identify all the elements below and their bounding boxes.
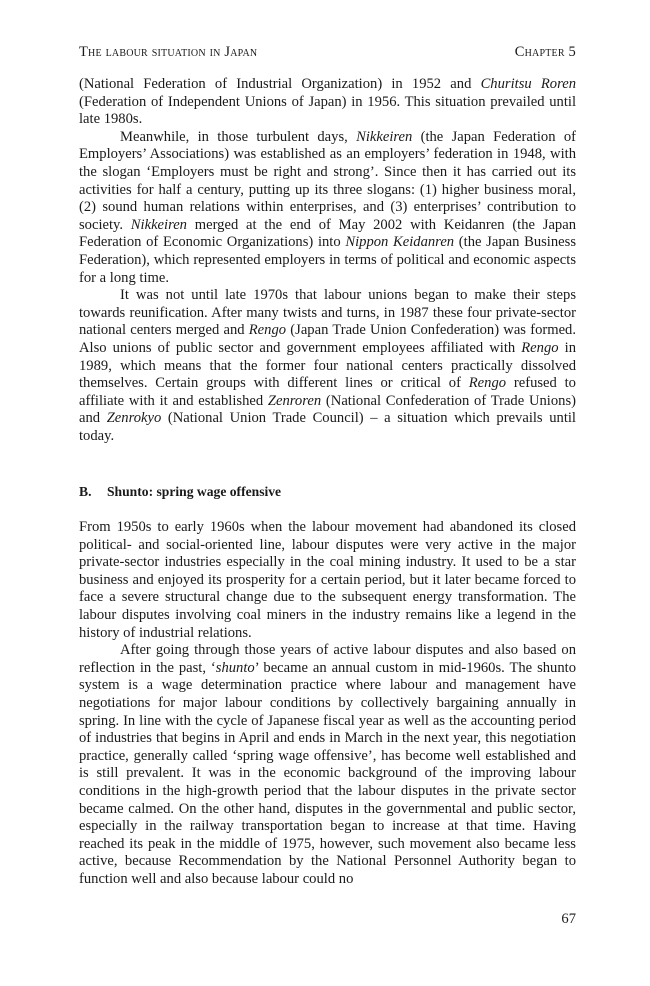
running-header-chapter: Chapter 5 (514, 44, 576, 60)
section-title: Shunto: spring wage offensive (107, 484, 282, 500)
text-run: ’ became an annual custom in mid-1960s. The shunto system is a wage determination practice where labour and management have negotiations for major labour conditions by collectively bargaining annually in spring. In line with the cycle of Japanese fiscal year as well as the accounting period of industries that begins in April and ends in March in the next year, this negotiation practice, generally called ‘spring wage offensive’, has become well established and is still prevalent. It was in the economic background of the improving labour conditions in the high-growth period that the labour disputes in the private sector became calmed. On the other hand, disputes in the governmental and public sector, especially in the railway transportation began to increase at that time. Having reached its peak in the middle of 1975, however, such movement also became less active, because Recommendation by the National Personnel Authority began to function well and also because labour could no (79, 659, 576, 887)
italic-term: Nikkeiren (356, 128, 413, 145)
body-text (79, 76, 576, 889)
paragraph (79, 287, 576, 445)
page-number: 67 (561, 911, 576, 927)
italic-term: Rengo (521, 339, 559, 356)
text-run: (Japan Trade Union Confederation) was formed. Also unions of public sector and government employees affiliated with (79, 322, 576, 356)
italic-term: Rengo (468, 375, 507, 392)
italic-term: Zenroren (267, 392, 322, 409)
text-run: (National Confederation of Trade Unions) and (79, 392, 576, 427)
text-run: Meanwhile, in those turbulent days, (120, 128, 357, 145)
section-heading (79, 483, 576, 501)
section-number: B. (79, 484, 92, 500)
text-run: (Federation of Independent Unions of Japan) in 1956. This situation prevailed until late 1980s. (79, 93, 576, 128)
text-run: (the Japan Business Federation), which represented employers in terms of political and economic aspects for a long time. (79, 234, 576, 286)
text-run: refused to affiliate with it and established (79, 375, 576, 409)
text-run: (National Union Trade Council) – a situation which prevails until today. (79, 410, 576, 444)
italic-term: Nikkeiren (130, 216, 187, 233)
italic-term: Rengo (248, 322, 287, 339)
text-run: merged at the end of May 2002 with Keidanren (the Japan Federation of Economic Organizations) into (79, 216, 576, 251)
paragraph (79, 642, 576, 888)
italic-term: Nippon Keidanren (345, 234, 455, 251)
paragraph (79, 76, 576, 129)
text-run: (National Federation of Industrial Organization) in 1952 and (79, 76, 481, 92)
paragraph (79, 519, 576, 642)
text-run: (the Japan Federation of Employers’ Associations) was established as an employers’ federation in 1948, with the slogan ‘Employers must be right and strong’. Since then it has carried out its activities for half a century, putting up its three slogans: (1) higher business moral, (2) sound human relations within enterprises, and (3) enterprises’ contribution to society. (79, 128, 576, 233)
text-run: It was not until late 1970s that labour unions began to make their steps towards reunification. After many twists and turns, in 1987 these four private-sector national centers merged and (79, 287, 576, 339)
running-header-title: The labour situation in Japan (79, 44, 258, 60)
italic-term: shunto (215, 659, 255, 676)
text-run: After going through those years of active labour disputes and also based on reflection in the past, ‘ (79, 642, 576, 676)
italic-term: Churitsu Roren (480, 76, 576, 92)
paragraph (79, 129, 576, 287)
running-header (79, 44, 576, 66)
text-run: in 1989, which means that the former four national centers practically dissolved themselves. Certain groups with different lines or critical of (79, 339, 576, 392)
italic-term: Zenrokyo (106, 410, 162, 427)
text-run: From 1950s to early 1960s when the labour movement had abandoned its closed political- and social-oriented line, labour disputes were very active in the major private-sector industries especially in the coal mining industry. It used to be a star business and enjoyed its prosperity for a certain period, but it later became forced to face a severe structural change due to the subsequent energy transformation. The labour disputes involving coal miners in the industry remains like a legend in the history of industrial relations. (79, 519, 576, 641)
